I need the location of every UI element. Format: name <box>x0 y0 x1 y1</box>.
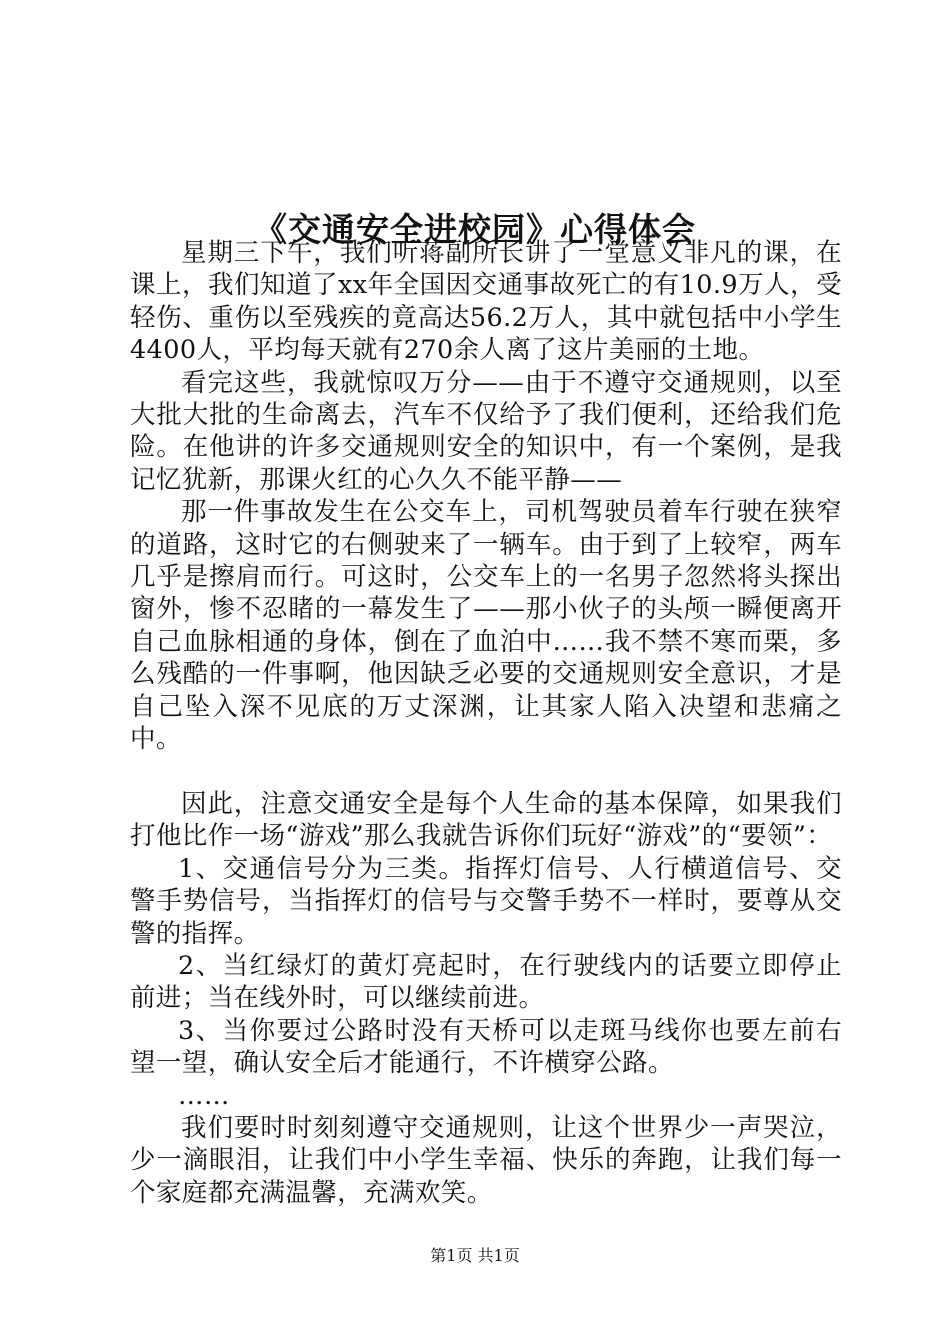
list-item-crossing-road: 3、当你要过公路时没有天桥可以走斑马线你也要左前右望一望，确认安全后才能通行，不许横穿公路。 <box>130 1015 842 1079</box>
document-body <box>130 237 842 1209</box>
document-title: 《交通安全进校园》心得体会 <box>254 210 696 250</box>
list-item-yellow-light: 2、当红绿灯的黄灯亮起时，在行驶线内的话要立即停止前进；当在线外时，可以继续前进。 <box>130 950 842 1014</box>
blank-line <box>130 756 842 788</box>
paragraph-accident-story: 那一件事故发生在公交车上，司机驾驶员着车行驶在狭窄的道路，这时它的右侧驶来了一辆车。由于到了上较窄，两车几乎是擦肩而行。可这时，公交车上的一名男子忽然将头探出窗外，惨不忍睹的一幕发生了——那小伙子的头颅一瞬便离开自己血脉相通的身体，倒在了血泊中……我不禁不寒而栗，多么残酷的一件事啊，他因缺乏必要的交通规则安全意识，才是自己坠入深不见底的万丈深渊，让其家人陷入决望和悲痛之中。 <box>130 497 842 755</box>
paragraph-conclusion: 我们要时时刻刻遵守交通规则，让这个世界少一声哭泣，少一滴眼泪，让我们中小学生幸福、快乐的奔跑，让我们每一个家庭都充满温馨，充满欢笑。 <box>130 1112 842 1208</box>
paragraph-lecture-intro: 星期三下午，我们听蒋副所长讲了一堂意义非凡的课，在课上，我们知道了xx年全国因交通事故死亡的有10.9万人，受轻伤、重伤以至残疾的竟高达56.2万人，其中就包括中小学生4400人，平均每天就有270余人离了这片美丽的土地。 <box>130 238 842 366</box>
list-item-traffic-signals: 1、交通信号分为三类。指挥灯信号、人行横道信号、交警手势信号，当指挥灯的信号与交警手势不一样时，要尊从交警的指挥。 <box>130 853 842 949</box>
page-footer: 第1页 共1页 <box>430 1246 520 1265</box>
paragraph-reaction: 看完这些，我就惊叹万分——由于不遵守交通规则，以至大批大批的生命离去，汽车不仅给予了我们便利，还给我们危险。在他讲的许多交通规则安全的知识中，有一个案例，是我记忆犹新，那课火红的心久久不能平静—— <box>130 367 842 495</box>
list-ellipsis: …… <box>178 1080 230 1111</box>
paragraph-safety-rules-intro: 因此，注意交通安全是每个人生命的基本保障，如果我们打他比作一场“游戏”那么我就告诉你们玩好“游戏”的“要领”： <box>130 788 842 852</box>
